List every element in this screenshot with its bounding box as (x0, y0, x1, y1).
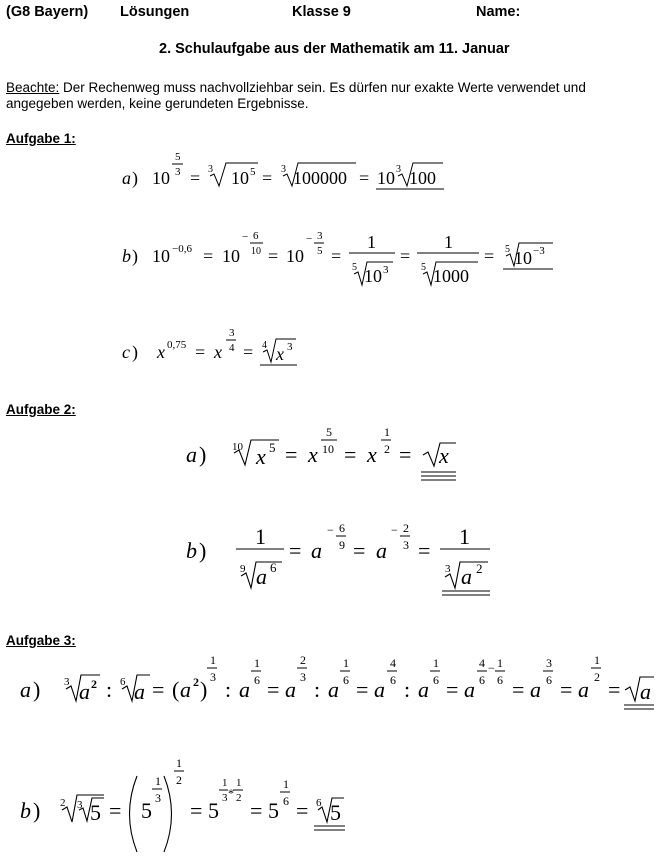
svg-text:3: 3 (210, 670, 216, 684)
svg-text:a: a (180, 677, 191, 702)
svg-text:3: 3 (300, 670, 306, 684)
svg-text:a: a (464, 677, 475, 702)
svg-text:a: a (20, 677, 31, 702)
document-title: Lösungen (120, 4, 190, 20)
svg-text:=: = (289, 538, 302, 563)
svg-text:=: = (203, 246, 214, 266)
svg-text:5: 5 (208, 798, 219, 823)
note-text-1: Der Rechenweg muss nachvollziehbar sein. Es dürfen nur exakte Werte verwendet und (59, 80, 586, 95)
svg-text:2: 2 (60, 797, 66, 809)
svg-text:2: 2 (300, 653, 306, 667)
svg-text:x: x (157, 342, 165, 362)
svg-text::: : (314, 677, 321, 702)
svg-text:2: 2 (476, 561, 483, 576)
svg-text:10: 10 (364, 266, 382, 286)
svg-text:100: 100 (409, 168, 436, 188)
svg-text:): ) (199, 538, 207, 563)
svg-text:10: 10 (152, 168, 170, 188)
svg-text:=: = (250, 798, 263, 823)
svg-text:1: 1 (176, 756, 182, 770)
exam-subtitle: 2. Schulaufgabe aus der Mathematik am 11. Januar (159, 41, 510, 57)
formula-1b (122, 230, 545, 286)
svg-text:=: = (359, 168, 370, 188)
svg-text:=: = (285, 442, 298, 467)
svg-text:1: 1 (367, 232, 376, 252)
svg-text:a: a (134, 679, 145, 704)
svg-text:*: * (228, 786, 234, 800)
svg-text:=: = (356, 677, 369, 702)
svg-text:1: 1 (497, 656, 503, 670)
svg-text:6: 6 (479, 673, 485, 687)
svg-text:10: 10 (286, 246, 304, 266)
svg-text:6: 6 (283, 794, 289, 808)
svg-text:): ) (199, 442, 207, 467)
formula-3a (20, 653, 651, 704)
svg-text:=: = (243, 342, 254, 362)
svg-text:2: 2 (384, 442, 390, 456)
svg-text:5: 5 (269, 440, 276, 455)
svg-text:1: 1 (236, 777, 242, 789)
svg-text:6: 6 (316, 797, 322, 809)
svg-text:=: = (267, 677, 280, 702)
svg-text:x: x (256, 444, 266, 469)
svg-text:=: = (195, 342, 206, 362)
svg-text:a: a (239, 677, 250, 702)
svg-text:=: = (296, 798, 309, 823)
svg-text:6: 6 (390, 673, 396, 687)
svg-text:10: 10 (377, 168, 395, 188)
svg-text:1: 1 (210, 653, 216, 667)
svg-text:3: 3 (317, 230, 323, 242)
svg-text:2: 2 (176, 773, 182, 787)
svg-text:0,75: 0,75 (167, 339, 187, 351)
svg-text:=: = (400, 246, 411, 266)
svg-text:−: − (488, 661, 495, 675)
svg-text:1: 1 (222, 777, 228, 789)
svg-text:3: 3 (222, 792, 228, 804)
svg-text:a: a (376, 538, 387, 563)
svg-text:x: x (214, 342, 222, 362)
svg-text:a: a (374, 677, 385, 702)
svg-text:=: = (560, 677, 573, 702)
svg-text:3: 3 (445, 563, 451, 575)
svg-text:=: = (484, 246, 495, 266)
svg-text:5: 5 (352, 262, 357, 273)
svg-text:2: 2 (91, 677, 97, 691)
svg-text:5: 5 (421, 262, 426, 273)
svg-text::: : (106, 677, 113, 702)
svg-text:6: 6 (497, 673, 503, 687)
formula-1c (122, 327, 293, 364)
svg-text:3: 3 (396, 164, 401, 175)
svg-text:a: a (418, 677, 429, 702)
svg-text:10: 10 (232, 441, 243, 453)
svg-text:=: = (331, 246, 342, 266)
svg-text:1: 1 (444, 232, 453, 252)
svg-text:=: = (190, 798, 203, 823)
svg-text:4: 4 (229, 342, 235, 354)
svg-text:3: 3 (175, 166, 181, 178)
svg-text:2: 2 (594, 670, 600, 684)
svg-text:5: 5 (268, 798, 279, 823)
svg-text:10: 10 (322, 442, 334, 456)
svg-text:a: a (578, 677, 589, 702)
svg-text:10: 10 (231, 168, 249, 188)
svg-text:x: x (276, 344, 284, 364)
svg-text:10: 10 (514, 248, 532, 268)
svg-text:3: 3 (64, 676, 70, 688)
svg-text:=: = (446, 677, 459, 702)
svg-text:−: − (242, 231, 249, 243)
svg-text:10: 10 (222, 246, 240, 266)
svg-text:=: = (353, 538, 366, 563)
svg-text:): ) (132, 168, 138, 188)
svg-text:4: 4 (390, 656, 396, 670)
svg-text:1: 1 (255, 524, 266, 549)
svg-text:1000: 1000 (433, 266, 469, 286)
svg-text:): ) (132, 342, 138, 362)
svg-text:6: 6 (254, 673, 260, 687)
task-2-heading: Aufgabe 2: (6, 402, 76, 417)
svg-text:4: 4 (262, 340, 267, 351)
svg-text:−0,6: −0,6 (172, 243, 192, 255)
grade-label: Klasse 9 (292, 4, 351, 20)
svg-text:3: 3 (403, 538, 409, 552)
note-text-2: angegeben werden, keine gerundeten Ergebnisse. (6, 96, 309, 111)
svg-text:5: 5 (175, 151, 181, 163)
name-label: Name: (476, 4, 521, 20)
svg-text::: : (404, 677, 411, 702)
svg-text:2: 2 (403, 521, 409, 535)
svg-text:b: b (20, 798, 31, 823)
svg-text:a: a (79, 679, 90, 704)
svg-text:=: = (512, 677, 525, 702)
note-label: Beachte: (6, 80, 60, 95)
formula-1a (122, 151, 436, 189)
svg-text:9: 9 (240, 563, 246, 575)
svg-text:2: 2 (193, 675, 199, 689)
svg-text:a: a (328, 677, 339, 702)
svg-text:): ) (33, 798, 41, 823)
svg-text:=: = (109, 798, 122, 823)
svg-text:): ) (200, 677, 208, 702)
svg-text:3: 3 (383, 264, 389, 276)
svg-text:a: a (186, 442, 197, 467)
svg-text:=: = (399, 442, 412, 467)
svg-text:6: 6 (339, 521, 345, 535)
svg-text:a: a (285, 677, 296, 702)
svg-text:5: 5 (250, 166, 256, 178)
svg-text:3: 3 (155, 791, 161, 805)
svg-text:a: a (256, 564, 267, 589)
svg-text:): ) (33, 677, 41, 702)
svg-text:6: 6 (120, 676, 126, 688)
svg-text:−: − (327, 523, 334, 537)
svg-text:1: 1 (384, 425, 390, 439)
svg-text:6: 6 (253, 230, 259, 242)
svg-text:10: 10 (251, 246, 261, 257)
task-3-heading: Aufgabe 3: (6, 633, 76, 648)
svg-text:1: 1 (343, 656, 349, 670)
svg-text:5: 5 (317, 245, 323, 257)
formula-2b (186, 521, 483, 589)
svg-text:1: 1 (254, 656, 260, 670)
svg-text:a: a (530, 677, 541, 702)
svg-text:=: = (344, 442, 357, 467)
svg-text:x: x (439, 443, 449, 468)
svg-text:x: x (308, 442, 318, 467)
svg-text:3: 3 (208, 164, 213, 175)
svg-text:5: 5 (326, 425, 332, 439)
svg-text:1: 1 (155, 774, 161, 788)
svg-text:−: − (306, 233, 313, 245)
svg-text:x: x (367, 442, 377, 467)
svg-text:=: = (152, 677, 165, 702)
svg-text:5: 5 (330, 800, 341, 825)
svg-text:5: 5 (90, 800, 101, 825)
svg-text:5: 5 (141, 798, 152, 823)
formula-3b (20, 756, 341, 825)
svg-text:=: = (268, 246, 279, 266)
svg-text:c: c (122, 342, 130, 362)
svg-text:3: 3 (546, 656, 552, 670)
svg-text:a: a (311, 538, 322, 563)
svg-text:3: 3 (77, 799, 83, 811)
svg-text:(: ( (172, 677, 180, 702)
svg-text::: : (225, 677, 232, 702)
svg-text:3: 3 (281, 164, 286, 175)
svg-text:): ) (132, 246, 138, 266)
svg-text:3: 3 (287, 341, 293, 353)
svg-text:a: a (640, 679, 651, 704)
svg-text:a: a (461, 564, 472, 589)
school-label: (G8 Bayern) (6, 4, 89, 20)
task-1-heading: Aufgabe 1: (6, 131, 76, 146)
svg-text:=: = (418, 538, 431, 563)
svg-text:1: 1 (433, 656, 439, 670)
svg-text:b: b (186, 538, 197, 563)
svg-text:3: 3 (229, 327, 235, 339)
svg-text:6: 6 (270, 560, 277, 575)
formula-2a (186, 425, 449, 469)
svg-text:1: 1 (459, 524, 470, 549)
svg-text:10: 10 (152, 246, 170, 266)
svg-text:=: = (262, 168, 273, 188)
svg-text:6: 6 (343, 673, 349, 687)
svg-text:b: b (122, 246, 131, 266)
svg-text:6: 6 (433, 673, 439, 687)
svg-text:1: 1 (283, 777, 289, 791)
svg-text:a: a (122, 168, 131, 188)
svg-text:=: = (608, 677, 621, 702)
svg-text:=: = (190, 168, 201, 188)
svg-text:1: 1 (594, 653, 600, 667)
svg-text:9: 9 (339, 538, 345, 552)
svg-text:100000: 100000 (293, 168, 347, 188)
svg-text:−3: −3 (533, 245, 545, 257)
svg-text:2: 2 (236, 792, 242, 804)
svg-text:4: 4 (479, 656, 485, 670)
svg-text:5: 5 (505, 244, 510, 255)
svg-text:6: 6 (546, 673, 552, 687)
svg-text:−: − (391, 523, 398, 537)
